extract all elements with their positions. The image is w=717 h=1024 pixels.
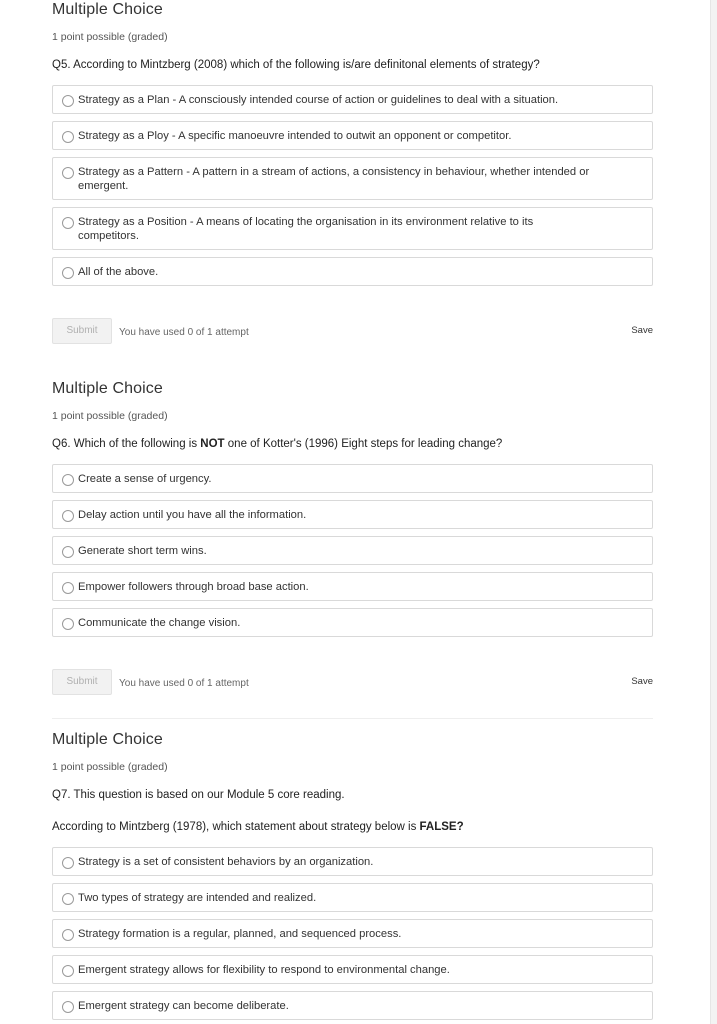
choice-option[interactable] xyxy=(52,919,653,948)
choice-label: Emergent strategy can become deliberate. xyxy=(78,1000,289,1012)
choice-option[interactable] xyxy=(52,572,653,601)
radio-button[interactable] xyxy=(62,95,74,107)
choice-label: Delay action until you have all the information. xyxy=(78,509,307,521)
problem-title: Multiple Choice xyxy=(52,380,163,397)
radio-button[interactable] xyxy=(62,582,74,594)
radio-button[interactable] xyxy=(62,929,74,941)
choice-option[interactable] xyxy=(52,464,653,493)
choice-option[interactable] xyxy=(52,847,653,876)
points-info: 1 point possible (graded) xyxy=(52,31,168,43)
problem-title: Multiple Choice xyxy=(52,731,163,748)
question-text-part: Q5. According to Mintzberg (2008) which of the following is/are definitonal elements of strategy? xyxy=(52,59,540,71)
choice-label: Strategy as a Ploy - A specific manoeuvre intended to outwit an opponent or competitor. xyxy=(78,130,512,142)
choice-label: Generate short term wins. xyxy=(78,545,207,557)
problem-q7 xyxy=(52,730,653,1020)
submit-button[interactable]: Submit xyxy=(52,669,112,695)
radio-button[interactable] xyxy=(62,1001,74,1013)
points-info: 1 point possible (graded) xyxy=(52,410,168,422)
attempts-info: You have used 0 of 1 attempt xyxy=(119,327,249,338)
points-info: 1 point possible (graded) xyxy=(52,761,168,773)
question-text-emphasis: FALSE? xyxy=(419,821,464,833)
choice-option[interactable] xyxy=(52,207,653,250)
question-text-part: one of Kotter's (1996) Eight steps for leading change? xyxy=(224,438,503,450)
radio-button[interactable] xyxy=(62,217,74,229)
radio-button[interactable] xyxy=(62,546,74,558)
problem-q6 xyxy=(52,379,653,637)
choice-list xyxy=(52,464,653,637)
attempts-info: You have used 0 of 1 attempt xyxy=(119,678,249,689)
section-divider xyxy=(52,718,653,719)
question-text-part: Q6. Which of the following is xyxy=(52,438,201,450)
choice-label: Two types of strategy are intended and realized. xyxy=(78,892,317,904)
scrollbar[interactable] xyxy=(710,0,717,1024)
radio-button[interactable] xyxy=(62,965,74,977)
choice-label: Communicate the change vision. xyxy=(78,617,241,629)
choice-option[interactable] xyxy=(52,608,653,637)
choice-label: Strategy is a set of consistent behaviors by an organization. xyxy=(78,856,374,868)
choice-label: Emergent strategy allows for flexibility to respond to environmental change. xyxy=(78,964,450,976)
choice-list xyxy=(52,847,653,1020)
choice-option[interactable] xyxy=(52,85,653,114)
save-button[interactable]: Save xyxy=(631,325,653,336)
problem-title: Multiple Choice xyxy=(52,1,163,18)
choice-label: Strategy as a Pattern - A pattern in a stream of actions, a consistency in behaviour, whether intended or emergent. xyxy=(78,166,590,192)
choice-label: Strategy as a Position - A means of locating the organisation in its environment relative to its competitors. xyxy=(78,216,534,242)
submit-button[interactable]: Submit xyxy=(52,318,112,344)
question-text xyxy=(52,436,653,452)
radio-button[interactable] xyxy=(62,474,74,486)
choice-option[interactable] xyxy=(52,991,653,1020)
question-text xyxy=(52,787,653,803)
choice-label: Strategy formation is a regular, planned, and sequenced process. xyxy=(78,928,402,940)
choice-option[interactable] xyxy=(52,257,653,286)
choice-option[interactable] xyxy=(52,500,653,529)
choice-option[interactable] xyxy=(52,157,653,200)
radio-button[interactable] xyxy=(62,167,74,179)
radio-button[interactable] xyxy=(62,510,74,522)
radio-button[interactable] xyxy=(62,618,74,630)
question-text-part: According to Mintzberg (1978), which statement about strategy below is xyxy=(52,821,420,833)
radio-button[interactable] xyxy=(62,893,74,905)
choice-list xyxy=(52,85,653,286)
question-text-part: Q7. This question is based on our Module 5 core reading. xyxy=(52,789,345,801)
radio-button[interactable] xyxy=(62,857,74,869)
radio-button[interactable] xyxy=(62,267,74,279)
problem-q5 xyxy=(52,0,653,286)
choice-label: Empower followers through broad base action. xyxy=(78,581,309,593)
question-text xyxy=(52,57,653,73)
question-text-emphasis: NOT xyxy=(200,438,225,450)
choice-option[interactable] xyxy=(52,121,653,150)
choice-label: Create a sense of urgency. xyxy=(78,473,212,485)
save-button[interactable]: Save xyxy=(631,676,653,687)
choice-label: Strategy as a Plan - A consciously intended course of action or guidelines to deal with a situation. xyxy=(78,94,559,106)
radio-button[interactable] xyxy=(62,131,74,143)
choice-option[interactable] xyxy=(52,536,653,565)
problem-actions xyxy=(52,669,653,695)
choice-option[interactable] xyxy=(52,955,653,984)
problem-actions xyxy=(52,318,653,344)
choice-option[interactable] xyxy=(52,883,653,912)
question-text xyxy=(52,819,653,835)
choice-label: All of the above. xyxy=(78,266,159,278)
